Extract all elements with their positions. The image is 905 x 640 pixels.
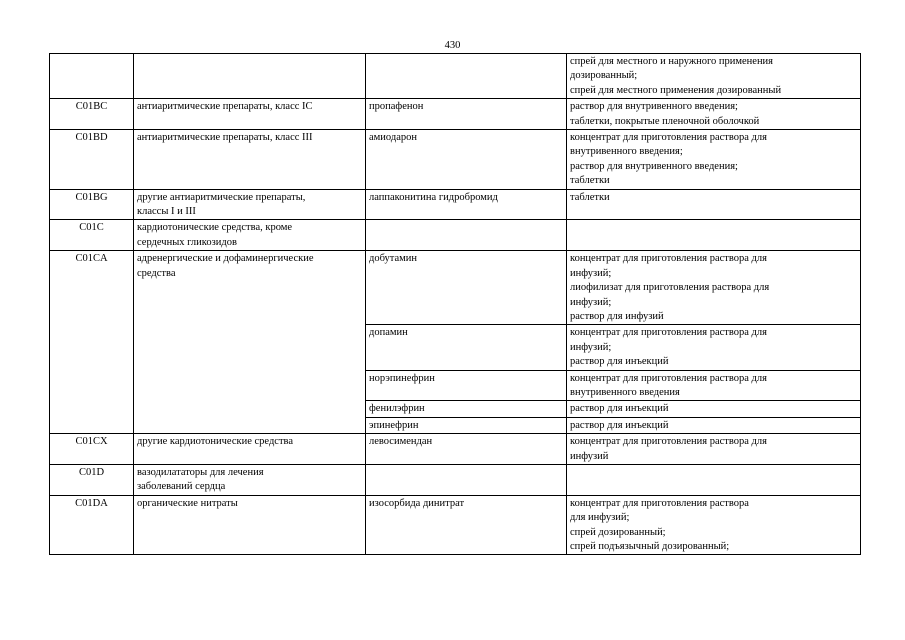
dosage-forms-cell (567, 434, 861, 465)
table-row (50, 130, 861, 190)
drug-name: эпинефрин (369, 419, 419, 431)
atc-code-cell: C01CA (50, 251, 134, 434)
dosage-forms-cell (567, 251, 861, 325)
drug-cell (366, 325, 567, 370)
atc-code-cell: C01D (50, 464, 134, 495)
page-number: 430 (444, 40, 461, 51)
dosage-forms-cell (567, 189, 861, 220)
dosage-forms-cell (567, 99, 861, 130)
table-row (50, 434, 861, 465)
drug-cell (366, 495, 567, 555)
group-cell (134, 99, 366, 130)
drug-cell (366, 251, 567, 325)
drug-cell (366, 464, 567, 495)
dosage-form-line: внутривенного введения (570, 386, 680, 398)
group-line: антиаритмические препараты, класс III (137, 132, 313, 144)
drug-cell (366, 370, 567, 401)
dosage-forms-cell (567, 130, 861, 190)
group-line: другие антиаритмические препараты, (137, 191, 306, 203)
group-cell (134, 464, 366, 495)
drug-cell (366, 401, 567, 417)
drug-cell (366, 220, 567, 251)
table-row (50, 189, 861, 220)
group-cell (134, 54, 366, 99)
dosage-form-line: концентрат для приготовления раствора для (570, 372, 767, 384)
atc-code-cell: C01BG (50, 189, 134, 220)
dosage-form-line: раствор для внутривенного введения; (570, 101, 738, 113)
group-line: другие кардиотонические средства (137, 436, 294, 448)
drug-cell (366, 130, 567, 190)
atc-code-cell (50, 54, 134, 99)
atc-code-cell: C01CX (50, 434, 134, 465)
dosage-forms-cell (567, 220, 861, 251)
dosage-form-line: раствор для инъекций (570, 356, 669, 368)
group-cell (134, 495, 366, 555)
drug-cell (366, 417, 567, 433)
group-line: сердечных гликозидов (137, 236, 237, 248)
drug-cell (366, 434, 567, 465)
dosage-form-line: спрей для местного и наружного применения (570, 56, 774, 67)
dosage-form-line: инфузий; (570, 296, 612, 308)
dosage-form-line: раствор для инъекций (570, 419, 669, 431)
dosage-form-line: раствор для инъекций (570, 403, 669, 415)
dosage-form-line: спрей дозированный; (570, 526, 666, 538)
dosage-form-line: инфузий; (570, 267, 612, 279)
group-cell (134, 189, 366, 220)
drug-cell (366, 54, 567, 99)
dosage-form-line: лиофилизат для приготовления раствора для (570, 282, 770, 294)
dosage-form-line: таблетки, покрытые пленочной оболочкой (570, 115, 760, 127)
group-line: кардиотонические средства, кроме (137, 222, 293, 234)
dosage-form-line: таблетки (570, 191, 610, 203)
dosage-forms-cell (567, 401, 861, 417)
dosage-form-line: концентрат для приготовления раствора (570, 497, 749, 509)
atc-code-cell: C01C (50, 220, 134, 251)
atc-code-cell: C01DA (50, 495, 134, 555)
dosage-form-line: дозированный; (570, 70, 638, 82)
group-cell (134, 251, 366, 434)
drug-cell (366, 189, 567, 220)
group-line: органические нитраты (137, 497, 238, 509)
group-line: вазодилататоры для лечения (137, 466, 264, 478)
dosage-form-line: внутривенного введения; (570, 146, 683, 158)
dosage-forms-cell (567, 495, 861, 555)
atc-code-cell: C01BD (50, 130, 134, 190)
dosage-form-line: спрей для местного применения дозированный (570, 84, 782, 96)
drug-name: левосимендан (369, 436, 433, 448)
group-line: классы I и III (137, 206, 196, 218)
dosage-forms-cell (567, 417, 861, 433)
drug-name: допамин (369, 327, 408, 339)
group-cell (134, 434, 366, 465)
table-row (50, 495, 861, 555)
dosage-forms-cell (567, 370, 861, 401)
dosage-form-line: концентрат для приготовления раствора для (570, 253, 767, 265)
dosage-form-line: раствор для внутривенного введения; (570, 160, 738, 172)
dosage-forms-cell (567, 54, 861, 99)
dosage-form-line: инфузий; (570, 341, 612, 353)
drug-name: изосорбида динитрат (369, 497, 465, 509)
table-row (50, 99, 861, 130)
drug-name: добутамин (369, 253, 418, 265)
group-line: антиаритмические препараты, класс IC (137, 101, 313, 113)
drug-table (49, 53, 861, 555)
table-row (50, 251, 861, 325)
group-line: средства (137, 267, 176, 279)
drug-name: фенилэфрин (369, 403, 425, 415)
dosage-form-line: концентрат для приготовления раствора для (570, 132, 767, 144)
group-line: адренергические и дофаминергические (137, 253, 314, 265)
drug-name: норэпинефрин (369, 372, 435, 384)
dosage-form-line: концентрат для приготовления раствора для (570, 436, 767, 448)
dosage-forms-cell (567, 325, 861, 370)
group-cell (134, 220, 366, 251)
dosage-form-line: для инфузий; (570, 512, 630, 524)
table-row (50, 464, 861, 495)
group-line: заболеваний сердца (137, 481, 226, 493)
group-cell (134, 130, 366, 190)
table-row (50, 220, 861, 251)
dosage-form-line: инфузий (570, 450, 609, 462)
drug-name: амиодарон (369, 132, 417, 144)
dosage-form-line: концентрат для приготовления раствора для (570, 327, 767, 339)
drug-name: пропафенон (369, 101, 424, 113)
atc-code-cell: C01BC (50, 99, 134, 130)
dosage-form-line: спрей подъязычный дозированный; (570, 541, 730, 552)
table-row (50, 54, 861, 99)
dosage-forms-cell (567, 464, 861, 495)
dosage-form-line: таблетки (570, 175, 610, 187)
drug-name: лаппаконитина гидробромид (369, 191, 498, 203)
dosage-form-line: раствор для инфузий (570, 310, 664, 322)
drug-cell (366, 99, 567, 130)
